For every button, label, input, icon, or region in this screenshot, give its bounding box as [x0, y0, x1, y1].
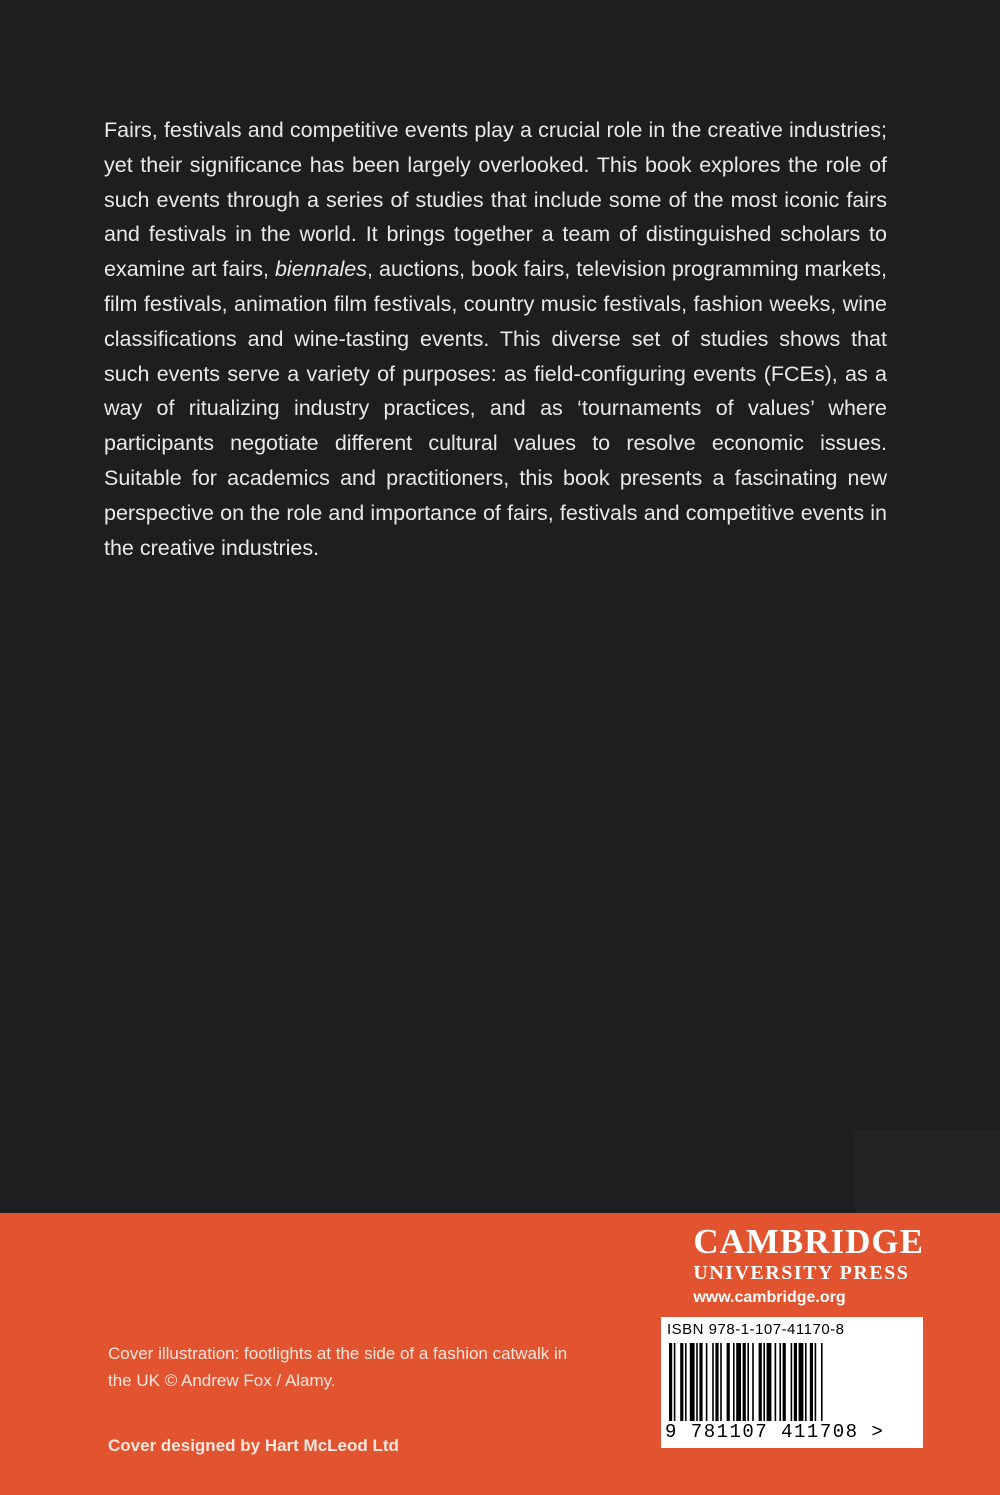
book-description: [104, 113, 887, 565]
barcode-bar: [815, 1343, 817, 1421]
barcode-bar: [759, 1343, 762, 1421]
barcode-bar: [743, 1343, 746, 1421]
barcode-bar: [727, 1343, 730, 1421]
publisher-url: www.cambridge.org: [693, 1289, 846, 1306]
barcode-bar: [736, 1343, 741, 1421]
barcode-icon: [669, 1343, 899, 1421]
isbn-barcode-box: [661, 1317, 923, 1448]
description-text-end: , auctions, book fairs, television programming markets, film festivals, animation film festivals, country music festivals, fashion weeks, wine classifications and wine-tasting events. This diverse set of studies shows that such events serve a variety of purposes: as field-configuring events (FCEs), as a way of ritualizing industry practices, and as ‘tournaments of values’ where participants negotiate different cultural values to resolve economic issues. Suitable for academics and practitioners, this book presents a fascinating new perspective on the role and importance of fairs, festivals and competitive events in the creative industries.: [104, 257, 887, 560]
barcode-bar: [690, 1343, 695, 1421]
barcode-bar: [779, 1343, 781, 1421]
barcode-bar: [685, 1343, 687, 1421]
publisher-subtitle: UNIVERSITY PRESS: [693, 1262, 910, 1284]
publisher-logo: [693, 1222, 924, 1307]
barcode-bar: [810, 1343, 813, 1421]
barcode-bar: [791, 1343, 793, 1421]
isbn-label: ISBN 978-1-107-41170-8: [667, 1321, 845, 1338]
barcode-bar: [712, 1343, 714, 1421]
barcode-bar: [805, 1343, 807, 1421]
barcode-bar: [775, 1343, 777, 1421]
barcode-bar: [763, 1343, 765, 1421]
cover-design-credit: Cover designed by Hart McLeod Ltd: [108, 1436, 399, 1455]
barcode-bar: [747, 1343, 749, 1421]
description-text-start: Fairs, festivals and competitive events play a crucial role in the creative industries; yet their significance has been largely overlooked. This book explores the role of such events through a series of studies that include some of the most iconic fairs and festivals in the world. It brings together a team of distinguished scholars to examine art fairs,: [104, 118, 887, 282]
barcode-bar: [794, 1343, 797, 1421]
barcode-bar: [706, 1343, 708, 1421]
barcode-bar: [699, 1343, 702, 1421]
barcode-bar: [720, 1343, 722, 1421]
barcode-bar: [821, 1343, 823, 1421]
barcode-bar: [715, 1343, 718, 1421]
barcode-bar: [696, 1343, 698, 1421]
barcode-bar: [783, 1343, 786, 1421]
barcode-bar: [674, 1343, 676, 1421]
wear-mark: [855, 1130, 1000, 1213]
barcode-bar: [669, 1343, 672, 1421]
barcode-digits: 9 781107 411708 >: [665, 1421, 885, 1443]
publisher-name: CAMBRIDGE: [693, 1222, 924, 1261]
barcode-bar: [752, 1343, 754, 1421]
description-italic-term: biennales: [274, 257, 368, 282]
barcode-bar: [799, 1343, 804, 1421]
barcode-bar: [733, 1343, 735, 1421]
cover-illustration-credit: Cover illustration: footlights at the side of a fashion catwalk in the UK © Andrew Fox / Alamy.: [108, 1344, 568, 1390]
barcode-bar: [680, 1343, 683, 1421]
barcode-bar: [767, 1343, 772, 1421]
